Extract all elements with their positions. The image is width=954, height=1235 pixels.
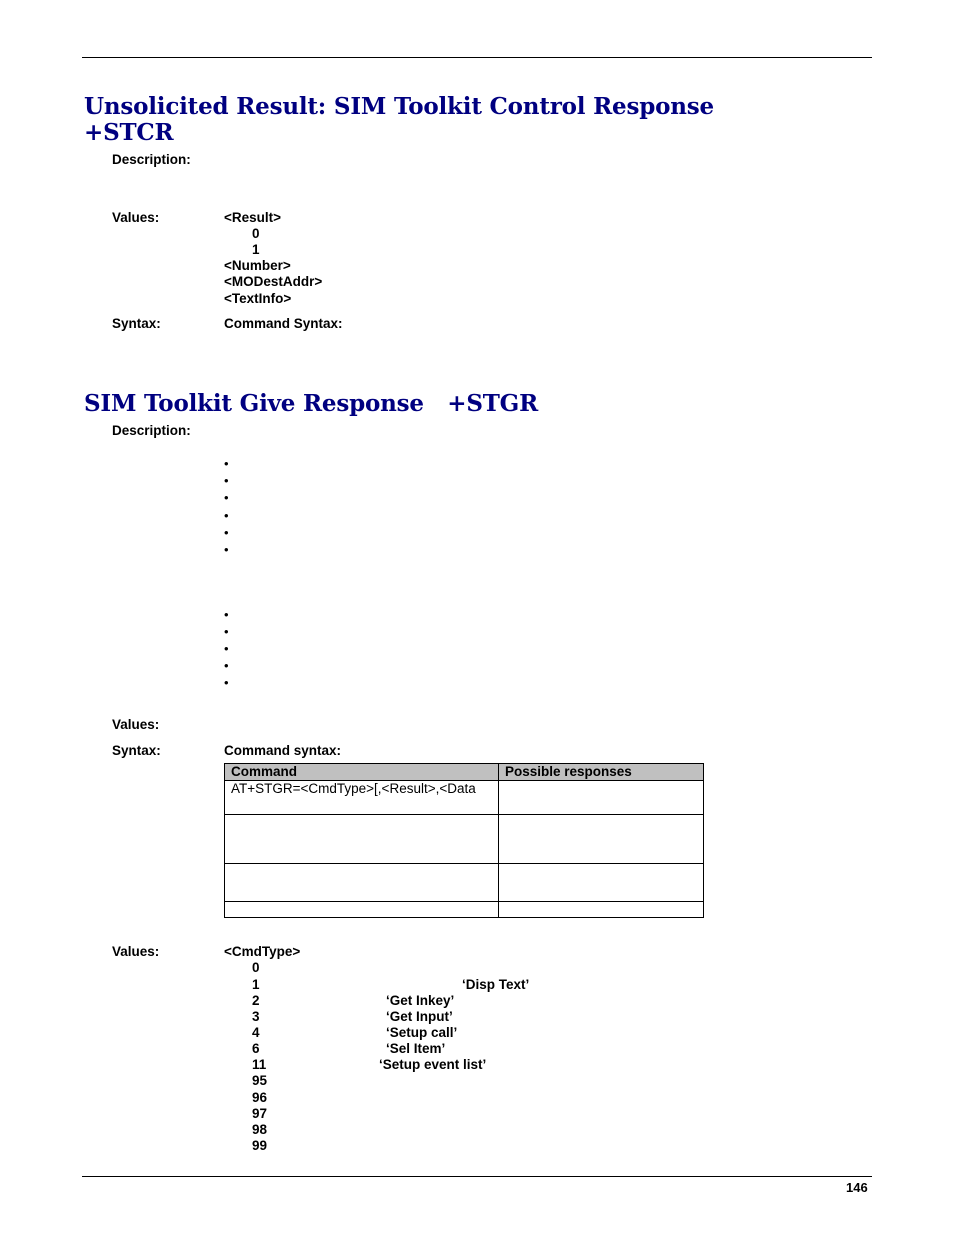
bullet-item: • [224,607,229,622]
footer-rule [82,1176,872,1177]
table-header-command: Command [225,764,499,781]
table-cell-response [499,864,704,902]
table-row [225,902,704,918]
values-label: Values: [112,210,160,225]
table-header-row [225,764,704,781]
section-title-stgr: SIM Toolkit Give Response +STGR [84,390,539,417]
bullet-item: • [224,473,229,488]
table-cell-response [499,815,704,864]
cmdtype-code: 99 [252,1138,268,1153]
command-syntax-label: Command syntax: [224,743,342,758]
page-number: 146 [846,1180,868,1195]
cmdtype-name: ‘Get Inkey’ [386,993,455,1008]
table-cell-response [499,902,704,918]
cmdtype-name: ‘Sel Item’ [386,1041,446,1056]
table-cell-response [499,781,704,815]
table-row [225,815,704,864]
value-textinfo: <TextInfo> [224,291,292,306]
bullet-item: • [224,456,229,471]
value-cmdtype: <CmdType> [224,944,301,959]
syntax-label: Syntax: [112,316,161,331]
cmdtype-code: 11 [252,1057,267,1072]
cmdtype-code: 6 [252,1041,260,1056]
table-header-responses: Possible responses [499,764,704,781]
command-table [224,763,704,918]
table-row [225,781,704,815]
bullet-item: • [224,525,229,540]
cmdtype-code: 96 [252,1090,268,1105]
bullet-item: • [224,542,229,557]
value-result-0: 0 [252,226,260,241]
bullet-item: • [224,508,229,523]
description-label: Description: [112,423,191,438]
cmdtype-code: 3 [252,1009,260,1024]
cmdtype-code: 97 [252,1106,268,1121]
cmdtype-code: 2 [252,993,260,1008]
cmdtype-name: ‘Get Input’ [386,1009,453,1024]
value-number: <Number> [224,258,291,273]
value-result: <Result> [224,210,282,225]
cmdtype-name: ‘Setup event list’ [379,1057,487,1072]
table-cell-command: AT+STGR=<CmdType>[,<Result>,<Data [225,781,499,815]
table-cell-command [225,815,499,864]
bullet-item: • [224,675,229,690]
cmdtype-code: 1 [252,977,260,992]
cmdtype-code: 4 [252,1025,260,1040]
cmdtype-code: 95 [252,1073,268,1088]
bullet-item: • [224,641,229,656]
table-cell-command [225,902,499,918]
value-modestaddr: <MODestAddr> [224,274,323,289]
syntax-label: Syntax: [112,743,161,758]
cmdtype-code: 98 [252,1122,268,1137]
command-syntax-label: Command Syntax: [224,316,343,331]
bullet-item: • [224,658,229,673]
section-title-stcr: Unsolicited Result: SIM Toolkit Control Response +STCR [84,93,714,146]
header-rule [82,57,872,58]
table-row [225,864,704,902]
value-result-1: 1 [252,242,260,257]
cmdtype-name: ‘Setup call’ [386,1025,458,1040]
cmdtype-code: 0 [252,960,260,975]
bullet-item: • [224,490,229,505]
values-label: Values: [112,944,160,959]
cmdtype-name: ‘Disp Text’ [462,977,530,992]
table-cell-command [225,864,499,902]
description-label: Description: [112,152,191,167]
values-label: Values: [112,717,160,732]
bullet-item: • [224,624,229,639]
